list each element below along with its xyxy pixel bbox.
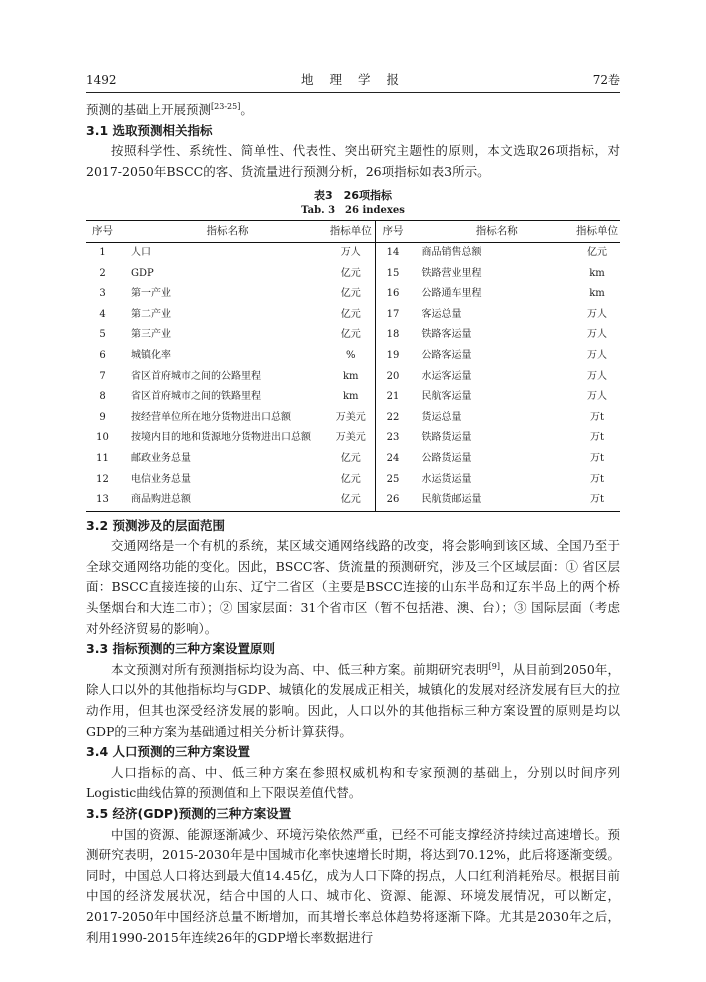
- cell-name: 水运客运量: [421, 370, 472, 382]
- cell-name: 铁路客运量: [421, 329, 472, 341]
- cell-unit: 万t: [589, 473, 604, 485]
- cell-name: 民航客运量: [421, 391, 472, 403]
- cell-unit: 万人: [586, 329, 607, 341]
- continued-end: 。: [240, 102, 253, 117]
- cell-name: 第三产业: [131, 329, 172, 341]
- section-heading-3-4: 3.4 人口预测的三种方案设置: [86, 744, 250, 760]
- cell-no: 25: [376, 470, 410, 491]
- cell-name: 城镇化率: [131, 349, 172, 361]
- cell-name: 铁路营业里程: [421, 267, 482, 279]
- section-heading-3-3: 3.3 指标预测的三种方案设置原则: [86, 641, 275, 657]
- cell-no: 15: [376, 264, 410, 285]
- cell-no: 22: [376, 408, 410, 429]
- table-row: [86, 284, 620, 305]
- cell-no: 2: [99, 267, 106, 279]
- table-row: [86, 449, 620, 470]
- cell-name: 按境内目的地和货源地分货物进出口总额: [131, 432, 312, 444]
- cell-no: 17: [376, 305, 410, 326]
- cell-unit: 万人: [586, 370, 607, 382]
- page-number: 1492: [86, 73, 117, 87]
- cell-name: 按经营单位所在地分货物进出口总额: [131, 411, 292, 423]
- citation-ref: [9]: [488, 661, 500, 671]
- cell-no: 11: [96, 452, 109, 464]
- table-row: [86, 367, 620, 388]
- cell-name: 省区首府城市之间的公路里程: [131, 370, 262, 382]
- cell-unit: 亿元: [340, 329, 361, 341]
- cell-unit: km: [342, 391, 359, 403]
- cell-no: 6: [99, 349, 106, 361]
- paragraph-3-4: 人口指标的高、中、低三种方案在参照权威机构和专家预测的基础上，分别以时间序列Logistic曲线估算的预测值和上下限误差值代替。: [86, 764, 620, 801]
- table-row: [86, 346, 620, 367]
- header-no: 序号: [376, 221, 410, 243]
- cell-no: 13: [86, 490, 119, 511]
- header-rule: [86, 92, 620, 93]
- cell-unit: 万人: [586, 391, 607, 403]
- table-caption-en: Tab. 3 26 indexes: [301, 205, 405, 217]
- section-heading-3-1: 3.1 选取预测相关指标: [86, 122, 213, 138]
- cell-unit: 亿元: [326, 490, 376, 511]
- paragraph-3-3: [86, 660, 620, 742]
- header-name: 指标名称: [410, 221, 574, 243]
- continued-paragraph: [86, 100, 620, 121]
- table-row: [86, 387, 620, 408]
- cell-no: 19: [376, 346, 410, 367]
- cell-no: 20: [376, 367, 410, 388]
- table-header-row: [86, 221, 620, 243]
- cell-name: 客运总量: [421, 308, 462, 320]
- paragraph-3-2: 交通网络是一个有机的系统，某区域交通网络线路的改变，将会影响到该区域、全国乃至于全球交通网络功能的变化。因此，BSCC客、货流量的预测研究，涉及三个区域层面：① 省区层面：BSCC直接连接的山东、辽宁二省区（主要是BSCC连接的山东半岛和辽东半岛上的两个桥头堡烟台和大连二市）；② 国家层面：31个省市区（暂不包括港、澳、台）；③ 国际层面（考虑对外经济贸易的影响）。: [86, 538, 620, 636]
- cell-unit: 万t: [589, 411, 604, 423]
- cell-unit: km: [342, 370, 359, 382]
- table-caption: [86, 188, 620, 218]
- cell-name: 公路客运量: [421, 349, 472, 361]
- cell-unit: 亿元: [340, 473, 361, 485]
- citation-ref: [23-25]: [211, 102, 241, 111]
- cell-unit: 万美元: [335, 411, 366, 423]
- cell-no: 1: [99, 246, 106, 258]
- cell-unit: km: [589, 267, 605, 279]
- cell-name: 商品购进总额: [119, 490, 326, 511]
- table-row: [86, 264, 620, 285]
- cell-unit: 万人: [586, 308, 607, 320]
- cell-no: 18: [376, 325, 410, 346]
- indexes-table: [86, 220, 620, 511]
- cell-no: 3: [99, 288, 106, 300]
- cell-unit: 万人: [586, 349, 607, 361]
- cell-no: 12: [96, 473, 109, 485]
- header-no: 序号: [86, 221, 119, 243]
- table-row: [86, 408, 620, 429]
- cell-no: 9: [99, 411, 106, 423]
- section-heading-3-2: 3.2 预测涉及的层面范围: [86, 517, 225, 533]
- cell-unit: 万美元: [335, 432, 366, 444]
- cell-name: 邮政业务总量: [131, 452, 192, 464]
- header-name: 指标名称: [119, 221, 326, 243]
- cell-name: 公路通车里程: [421, 288, 482, 300]
- cell-no: 23: [376, 428, 410, 449]
- table-row: [86, 242, 620, 263]
- paragraph-3-5: 中国的资源、能源逐渐减少、环境污染依然严重，已经不可能支撑经济持续过高速增长。预测研究表明，2015-2030年是中国城市化率快速增长时期，将达到70.12%，此后将逐渐变缓。同时，中国总人口将达到最大值14.45亿，成为人口下降的拐点，人口红利消耗殆尽。根据目前中国的经济发展状况，结合中国的人口、城市化、资源、能源、环境发展情况，可以断定，2017-2050年中国经济总量不断增加，而其增长率总体趋势将逐渐下降。尤其是2030年之后，利用1990-2015年连续26年的GDP增长率数据进行: [86, 826, 620, 945]
- paragraph-3-3-part-a: 本文预测对所有预测指标均设为高、中、低三种方案。前期研究表明: [111, 661, 489, 677]
- cell-no: 26: [376, 490, 410, 511]
- cell-unit: km: [589, 288, 605, 300]
- cell-no: 14: [376, 242, 410, 263]
- cell-no: 24: [376, 449, 410, 470]
- table-row: [86, 490, 620, 511]
- cell-unit: 万t: [574, 490, 620, 511]
- cell-no: 8: [99, 391, 106, 403]
- cell-no: 5: [99, 329, 106, 341]
- cell-unit: 亿元: [340, 308, 361, 320]
- volume-label: 72卷: [592, 73, 620, 87]
- cell-name: 人口: [131, 246, 152, 258]
- paragraph-3-1: 按照科学性、系统性、简单性、代表性、突出研究主题性的原则，本文选取26项指标，对2017-2050年BSCC的客、货流量进行预测分析，26项指标如表3所示。: [86, 143, 620, 179]
- article-body: [86, 100, 620, 948]
- cell-unit: 万t: [589, 452, 604, 464]
- table-row: [86, 305, 620, 326]
- cell-unit: 亿元: [340, 452, 361, 464]
- cell-no: 7: [99, 370, 106, 382]
- paragraph-3-3-part-b: ，从目前到2050年，除人口以外的其他指标均与GDP、城镇化的发展成正相关，城镇化的发展对经济发展有巨大的拉动作用，但其也深受经济发展的影响。因此，人口以外的其他指标三种方案设置的原则是均以GDP的三种方案为基础通过相关分析计算获得。: [86, 661, 620, 739]
- table-row: [86, 325, 620, 346]
- cell-name: 第二产业: [131, 308, 172, 320]
- cell-no: 16: [376, 284, 410, 305]
- continued-text: 预测的基础上开展预测: [86, 102, 212, 117]
- header-unit: 指标单位: [574, 221, 620, 243]
- cell-name: 铁路货运量: [421, 432, 472, 444]
- cell-name: 货运总量: [421, 411, 462, 423]
- cell-name: 第一产业: [131, 288, 172, 300]
- journal-title: 地 理 学 报: [301, 72, 405, 87]
- cell-no: 21: [376, 387, 410, 408]
- table-caption-cn: 表3 26项指标: [314, 189, 392, 203]
- cell-name: 省区首府城市之间的铁路里程: [131, 391, 262, 403]
- cell-name: GDP: [131, 267, 154, 279]
- table-row: [86, 470, 620, 491]
- cell-unit: 万人: [340, 246, 361, 258]
- cell-name: 民航货邮运量: [410, 490, 574, 511]
- section-heading-3-5: 3.5 经济(GDP)预测的三种方案设置: [86, 806, 292, 821]
- cell-name: 水运货运量: [421, 473, 472, 485]
- table-row: [86, 428, 620, 449]
- cell-unit: 亿元: [340, 267, 361, 279]
- cell-unit: 亿元: [340, 288, 361, 300]
- cell-name: 商品销售总额: [421, 246, 482, 258]
- cell-unit: 万t: [589, 432, 604, 444]
- cell-unit: %: [345, 349, 356, 361]
- header-unit: 指标单位: [326, 221, 376, 243]
- cell-name: 公路货运量: [421, 452, 472, 464]
- cell-unit: 亿元: [586, 246, 607, 258]
- cell-no: 10: [96, 432, 109, 444]
- cell-name: 电信业务总量: [131, 473, 192, 485]
- running-header: [86, 70, 620, 90]
- cell-no: 4: [99, 308, 106, 320]
